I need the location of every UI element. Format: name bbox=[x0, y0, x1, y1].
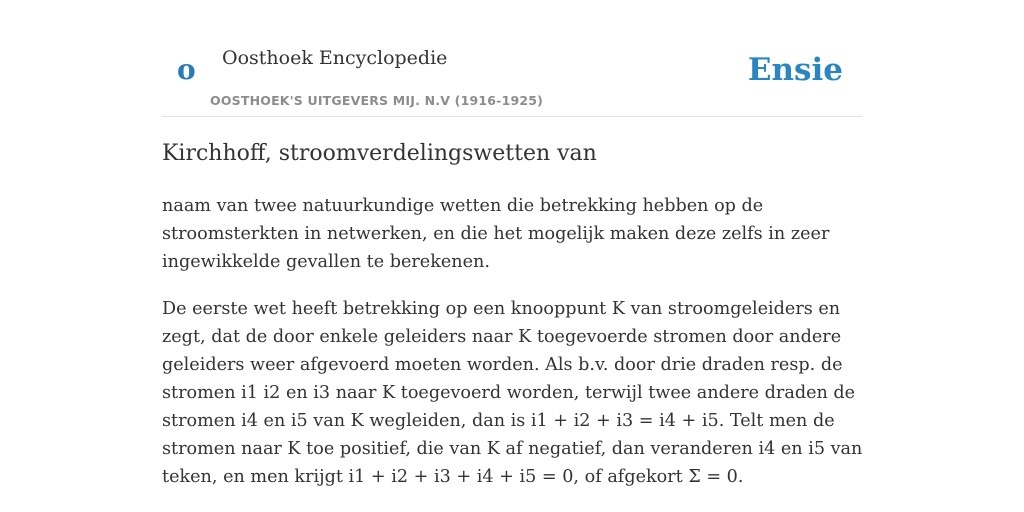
site-title[interactable]: Oosthoek Encyclopedie bbox=[222, 47, 448, 69]
page-content bbox=[162, 0, 862, 512]
entry-title: Kirchhoff, stroomverdelingswetten van bbox=[162, 141, 597, 166]
publisher-label: OOSTHOEK'S UITGEVERS MIJ. N.V (1916-1925) bbox=[210, 93, 544, 108]
brand-logo[interactable]: Ensie bbox=[747, 52, 843, 88]
site-logo[interactable]: o bbox=[177, 53, 196, 86]
entry-paragraph-2: De eerste wet heeft betrekking op een knooppunt K van stroomgeleiders en zegt, dat de door enkele geleiders naar K toegevoerde stromen door andere geleiders weer afgevoerd moeten worden. Als b.v. door drie draden resp. de stromen i1 i2 en i3 naar K toegevoerd worden, terwijl twee andere draden de stromen i4 en i5 van K wegleiden, dan is i1 + i2 + i3 = i4 + i5. Telt men de stromen naar K toe positief, die van K af negatief, dan veranderen i4 en i5 van teken, en men krijgt i1 + i2 + i3 + i4 + i5 = 0, of afgekort Σ = 0. bbox=[162, 299, 863, 487]
entry-paragraph-1: naam van twee natuurkundige wetten die betrekking hebben op de stroomsterkten in netwerken, en die het mogelijk maken deze zelfs in zeer ingewikkelde gevallen te berekenen. bbox=[162, 196, 830, 272]
site-header bbox=[162, 0, 862, 117]
